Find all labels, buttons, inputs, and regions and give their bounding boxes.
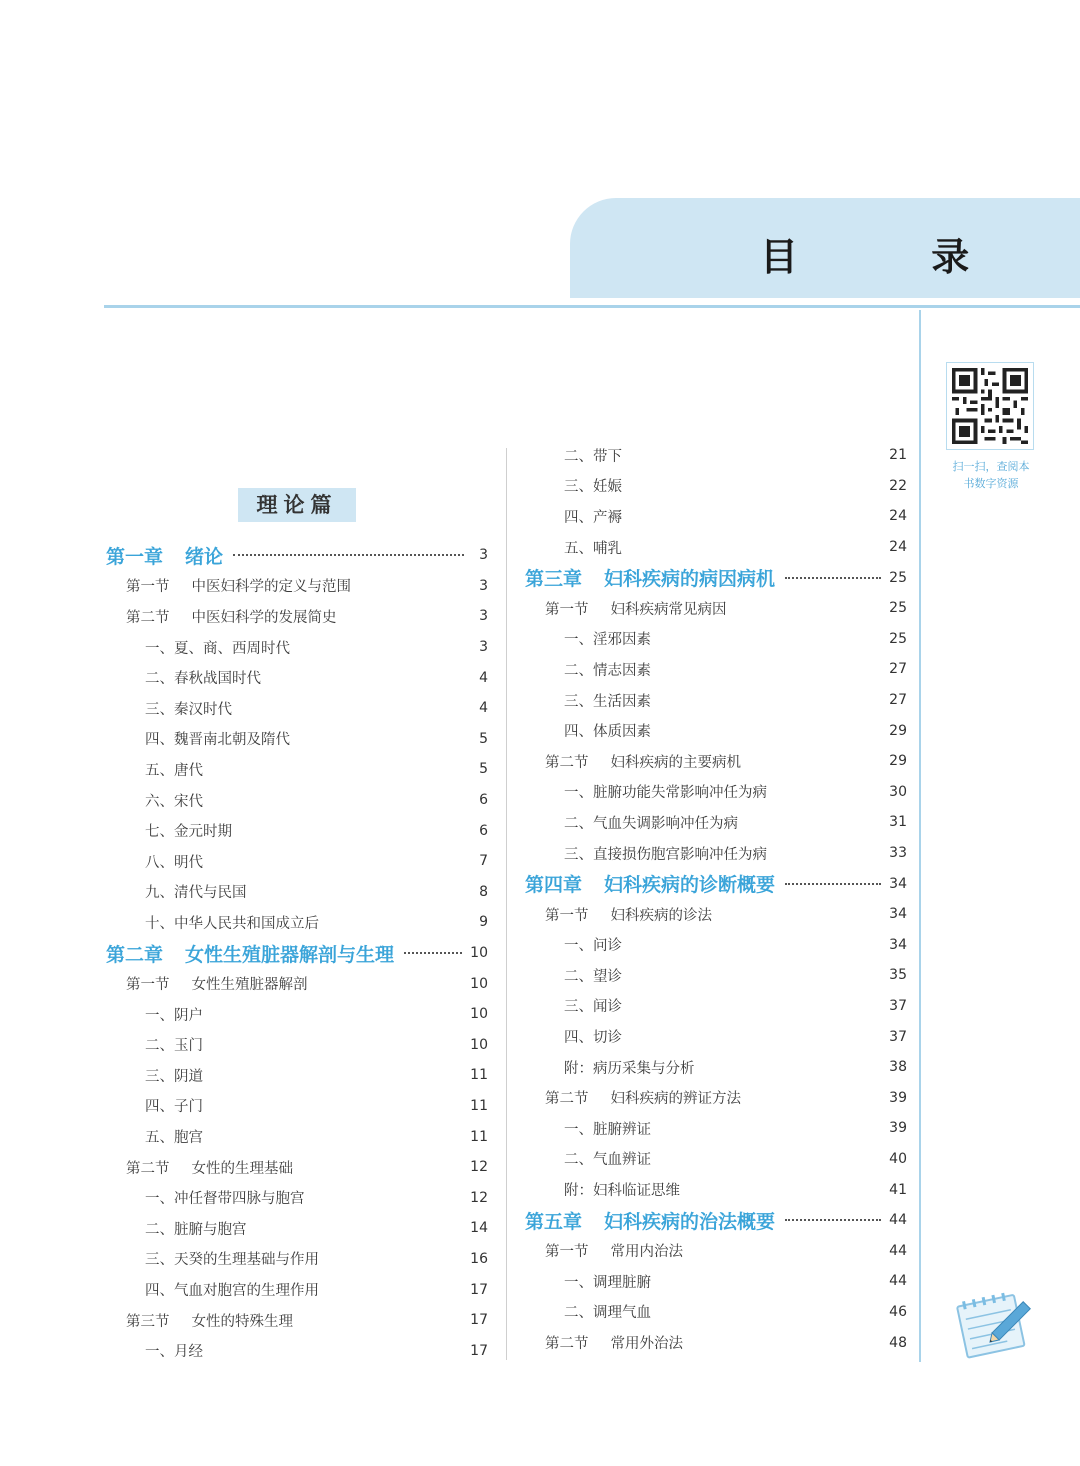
page-number: 10 [470,1036,488,1053]
item-title: 三、阴道 [145,1068,203,1085]
item-title: 七、金元时期 [145,824,232,841]
toc-item[interactable] [106,1030,488,1061]
toc-label [145,1095,203,1116]
toc-label [545,598,727,619]
item-title: 二、望诊 [564,968,622,985]
page-number: 4 [479,700,488,717]
toc-label [106,542,223,569]
toc-section[interactable] [525,899,907,930]
item-title: 二、玉门 [145,1038,203,1055]
toc-chapter[interactable] [525,868,907,899]
toc-item[interactable] [106,632,488,663]
toc-item[interactable] [106,1244,488,1275]
item-title: 二、气血辨证 [564,1152,651,1169]
page-number: 10 [470,945,488,962]
toc-label [145,1034,203,1055]
section-title: 女性的生理基础 [191,1160,293,1177]
leader-dots [404,952,462,954]
toc-chapter[interactable] [106,938,488,969]
page-number: 40 [889,1150,907,1167]
qr-caption [936,458,1046,492]
item-title: 二、情志因素 [564,662,651,679]
toc-label [145,759,203,780]
toc-label [564,965,622,986]
toc-item[interactable] [106,724,488,755]
page-number: 3 [479,577,488,594]
toc-label [564,812,738,833]
item-title: 五、哺乳 [564,540,622,557]
toc-item[interactable] [106,693,488,724]
toc-item[interactable] [525,715,907,746]
toc-item[interactable] [106,754,488,785]
section-title: 妇科疾病的诊法 [610,907,712,924]
chapter-title: 绪论 [185,545,224,568]
page-number: 46 [889,1303,907,1320]
toc-label [145,1340,203,1361]
page-number: 8 [479,883,488,900]
toc-chapter[interactable] [106,540,488,571]
page-number: 12 [470,1159,488,1176]
toc-label [564,1179,680,1200]
page-number: 17 [470,1342,488,1359]
page-number: 10 [470,1006,488,1023]
toc-label [145,1279,319,1300]
chapter-number: 第三章 [525,568,583,591]
page-number: 25 [889,600,907,617]
page-number: 24 [889,539,907,556]
section-number: 第一节 [545,907,589,924]
page-number: 24 [889,508,907,525]
toc-item[interactable] [525,440,907,471]
chapter-number: 第五章 [525,1210,583,1233]
toc-label [564,1301,651,1322]
page-number: 48 [889,1334,907,1351]
chapter-number: 第四章 [525,874,583,897]
header-divider [104,305,1080,308]
item-title: 附：妇科临证思维 [564,1183,680,1200]
section-number: 第三节 [126,1313,170,1330]
page-number: 3 [479,639,488,656]
section-number: 第二节 [545,1091,589,1108]
page-number: 6 [479,822,488,839]
page-number: 3 [479,547,488,564]
item-title: 一、调理脏腑 [564,1274,651,1291]
section-title: 中医妇科学的定义与范围 [191,579,351,596]
toc-label [564,1026,622,1047]
toc-section[interactable] [525,1082,907,1113]
toc-label [545,904,712,925]
item-title: 三、天癸的生理基础与作用 [145,1252,319,1269]
page-number: 37 [889,997,907,1014]
chapter-number: 第二章 [106,943,164,966]
item-title: 五、唐代 [145,762,203,779]
toc-label [145,851,203,872]
qr-caption-line1: 扫一扫，查阅本 [952,460,1030,473]
toc-section[interactable] [525,746,907,777]
toc-item[interactable] [106,1091,488,1122]
item-title: 一、脏腑辨证 [564,1121,651,1138]
toc-item[interactable] [525,624,907,655]
toc-label [145,790,203,811]
toc-label [564,1057,695,1078]
toc-label [126,575,351,596]
qr-caption-line2: 书数字资源 [963,477,1019,490]
item-title: 三、闻诊 [564,999,622,1016]
item-title: 一、阴户 [145,1007,203,1024]
page-number: 34 [889,906,907,923]
toc-item[interactable] [525,960,907,991]
toc-label [145,1187,305,1208]
section-number: 第二节 [126,1160,170,1177]
item-title: 一、夏、商、西周时代 [145,640,290,657]
page-number: 25 [889,630,907,647]
page-number: 31 [889,814,907,831]
toc-item[interactable] [525,501,907,532]
toc-label [564,659,651,680]
section-title: 妇科疾病常见病因 [610,601,727,618]
item-title: 一、月经 [145,1344,203,1361]
section-number: 第一节 [126,977,170,994]
page-number: 5 [479,761,488,778]
section-number: 第一节 [545,601,589,618]
page-number: 41 [889,1181,907,1198]
toc-label [564,506,622,527]
toc-label [564,1148,651,1169]
page-number: 22 [889,477,907,494]
page-number: 30 [889,783,907,800]
toc-item[interactable] [525,1174,907,1205]
toc-section[interactable] [106,601,488,632]
toc-label [145,667,261,688]
section-title: 常用内治法 [610,1244,683,1261]
chapter-title: 妇科疾病的治法概要 [604,1210,776,1233]
toc-label [145,1248,319,1269]
toc-label [145,698,232,719]
toc-section[interactable] [106,1152,488,1183]
toc-label [145,1126,203,1147]
toc-label [564,781,767,802]
toc-item[interactable] [525,471,907,502]
item-title: 五、胞宫 [145,1130,203,1147]
page-number: 17 [470,1312,488,1329]
section-number: 第一节 [545,1244,589,1261]
toc-item[interactable] [525,685,907,716]
page-number: 38 [889,1059,907,1076]
toc-item[interactable] [106,1121,488,1152]
toc-section[interactable] [106,571,488,602]
item-title: 四、切诊 [564,1030,622,1047]
section-title: 女性生殖脏器解剖 [191,977,308,994]
toc-item[interactable] [106,1335,488,1366]
toc-label [126,1310,293,1331]
chapter-title: 妇科疾病的病因病机 [604,568,776,591]
toc-item[interactable] [525,1052,907,1083]
qr-code-icon[interactable] [946,362,1034,450]
page-number: 39 [889,1089,907,1106]
toc-label [564,537,622,558]
toc-label [545,751,741,772]
page-number: 12 [470,1189,488,1206]
toc-item[interactable] [525,532,907,563]
page-number: 11 [470,1097,488,1114]
page-number: 11 [470,1128,488,1145]
section-title: 妇科疾病的辨证方法 [610,1091,741,1108]
toc-item[interactable] [525,838,907,869]
toc-item[interactable] [106,999,488,1030]
page-number: 14 [470,1220,488,1237]
chapter-number: 第一章 [106,545,164,568]
item-title: 二、脏腑与胞宫 [145,1221,247,1238]
item-title: 四、产褥 [564,509,622,526]
item-title: 附：病历采集与分析 [564,1060,695,1077]
item-title: 六、宋代 [145,793,203,810]
page-number: 21 [889,447,907,464]
item-title: 一、淫邪因素 [564,632,651,649]
toc-label [564,1118,651,1139]
item-title: 四、体质因素 [564,724,651,741]
page-number: 29 [889,753,907,770]
margin-divider [919,310,921,1362]
part-label: 理论篇 [238,488,356,522]
toc-label [126,606,337,627]
toc-item[interactable] [525,991,907,1022]
toc-section[interactable] [525,593,907,624]
toc-label [564,934,622,955]
item-title: 一、问诊 [564,938,622,955]
page-number: 44 [889,1242,907,1259]
toc-label [564,628,651,649]
toc-label [126,1157,293,1178]
toc-label [145,728,290,749]
toc-label [145,881,247,902]
page-title: 目 录 [760,234,1030,279]
page-number: 10 [470,975,488,992]
toc-item[interactable] [106,785,488,816]
page-number: 6 [479,792,488,809]
toc-item[interactable] [525,807,907,838]
leader-dots [785,577,881,579]
page-number: 35 [889,967,907,984]
page-number: 37 [889,1028,907,1045]
item-title: 二、带下 [564,448,622,465]
item-title: 三、妊娠 [564,479,622,496]
toc-label [564,445,622,466]
toc-label [564,995,622,1016]
toc-label [564,843,767,864]
page-number: 3 [479,608,488,625]
toc-section[interactable] [525,1327,907,1358]
page-number: 9 [479,914,488,931]
item-title: 二、气血失调影响冲任为病 [564,815,738,832]
toc-label [564,475,622,496]
page-number: 16 [470,1250,488,1267]
toc-label [145,1218,247,1239]
toc-section[interactable] [106,968,488,999]
toc-label [545,1087,741,1108]
toc-item[interactable] [106,1274,488,1305]
page-number: 27 [889,692,907,709]
toc-chapter[interactable] [525,1205,907,1236]
page-number: 39 [889,1120,907,1137]
item-title: 一、冲任督带四脉与胞宫 [145,1191,305,1208]
toc-label [525,564,775,591]
toc-left-column [106,540,488,1366]
section-number: 第二节 [545,754,589,771]
toc-label [145,1065,203,1086]
toc-item[interactable] [525,1144,907,1175]
section-number: 第二节 [545,1336,589,1353]
toc-label [545,1240,683,1261]
item-title: 四、魏晋南北朝及隋代 [145,732,290,749]
toc-item[interactable] [525,1297,907,1328]
page-number: 29 [889,722,907,739]
toc-item[interactable] [106,1213,488,1244]
page-number: 44 [889,1212,907,1229]
toc-item[interactable] [525,777,907,808]
toc-item[interactable] [525,1113,907,1144]
item-title: 十、中华人民共和国成立后 [145,915,319,932]
toc-item[interactable] [525,654,907,685]
chapter-title: 女性生殖脏器解剖与生理 [185,943,395,966]
page-number: 5 [479,730,488,747]
section-number: 第一节 [126,579,170,596]
page-number: 4 [479,669,488,686]
item-title: 四、子门 [145,1099,203,1116]
leader-dots [233,554,464,556]
item-title: 九、清代与民国 [145,885,247,902]
item-title: 八、明代 [145,854,203,871]
item-title: 三、直接损伤胞宫影响冲任为病 [564,846,767,863]
toc-label [106,940,394,967]
toc-label [145,1004,203,1025]
toc-item[interactable] [106,846,488,877]
item-title: 三、生活因素 [564,693,651,710]
toc-label [564,720,651,741]
item-title: 二、调理气血 [564,1305,651,1322]
page-number: 27 [889,661,907,678]
toc-item[interactable] [525,930,907,961]
page-number: 34 [889,875,907,892]
toc-label [145,637,290,658]
page-number: 17 [470,1281,488,1298]
page-number: 25 [889,569,907,586]
section-number: 第二节 [126,609,170,626]
toc-label [545,1332,683,1353]
page-number: 44 [889,1273,907,1290]
section-title: 常用外治法 [610,1336,683,1353]
toc-label [564,690,651,711]
item-title: 四、气血对胞宫的生理作用 [145,1283,319,1300]
page-number: 34 [889,936,907,953]
page-number: 11 [470,1067,488,1084]
toc-item[interactable] [525,1266,907,1297]
notepad-pencil-icon [952,1282,1042,1362]
toc-item[interactable] [106,662,488,693]
toc-label [126,973,308,994]
item-title: 二、春秋战国时代 [145,671,261,688]
toc-item[interactable] [106,907,488,938]
toc-section[interactable] [106,1305,488,1336]
leader-dots [785,883,881,885]
toc-item[interactable] [525,1021,907,1052]
toc-label [564,1271,651,1292]
toc-label [145,912,319,933]
column-divider [506,448,507,1360]
page-number: 7 [479,853,488,870]
toc-item[interactable] [106,1060,488,1091]
toc-label [525,1207,775,1234]
chapter-title: 妇科疾病的诊断概要 [604,874,776,897]
item-title: 一、脏腑功能失常影响冲任为病 [564,785,767,802]
toc-item[interactable] [106,815,488,846]
toc-right-column [525,440,907,1358]
section-title: 妇科疾病的主要病机 [610,754,741,771]
toc-item[interactable] [106,877,488,908]
page-number: 33 [889,845,907,862]
leader-dots [785,1219,881,1221]
toc-label [145,820,232,841]
toc-label [525,870,775,897]
toc-item[interactable] [106,1182,488,1213]
section-title: 中医妇科学的发展简史 [191,609,337,626]
item-title: 三、秦汉时代 [145,701,232,718]
section-title: 女性的特殊生理 [191,1313,293,1330]
toc-chapter[interactable] [525,562,907,593]
toc-section[interactable] [525,1235,907,1266]
